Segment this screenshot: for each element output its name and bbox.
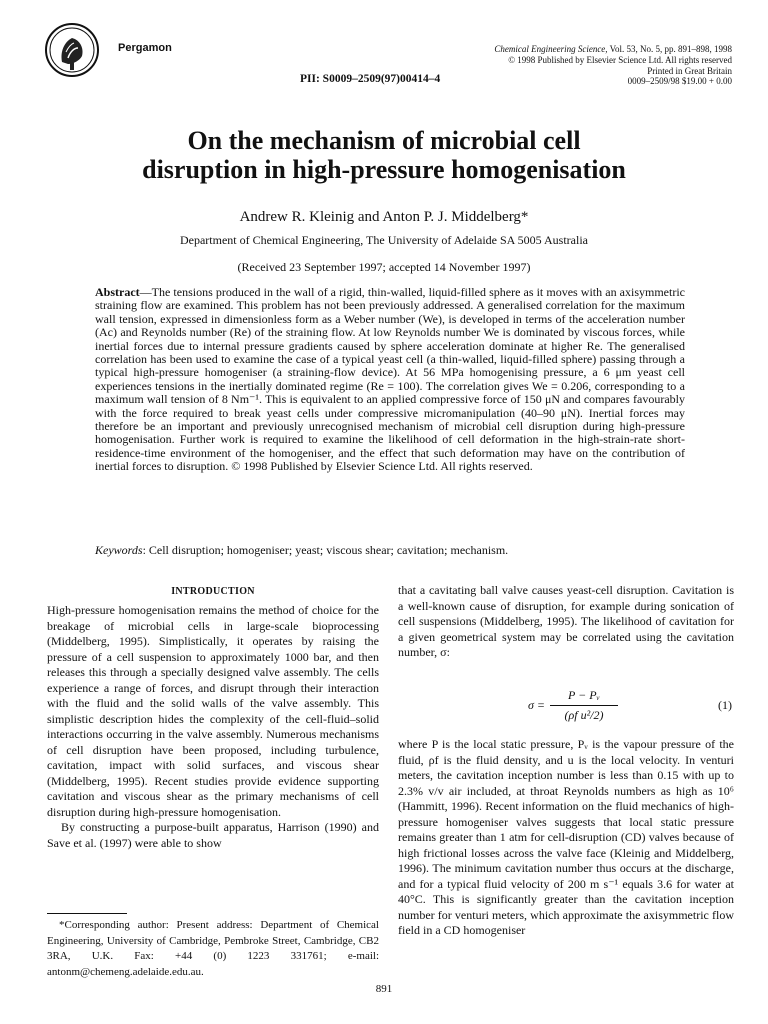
equation-1 [398,684,734,728]
equation-denominator: (ρf u²/2) [564,708,604,722]
authors: Andrew R. Kleinig and Anton P. J. Middelberg* [239,209,529,225]
equation-numerator: P − Pᵥ [550,688,618,706]
pii-identifier: PII: S0009–2509(97)00414–4 [300,73,441,85]
equation-number: (1) [718,698,732,712]
right-column-lower [398,737,734,939]
section-heading: INTRODUCTION [171,586,255,597]
elsevier-tree-logo-icon [44,22,100,78]
journal-volume: Vol. 53, No. 5, pp. 891–898, 1998 [607,44,732,54]
right-column-upper [398,583,734,661]
publisher-name: Pergamon [118,42,172,54]
left-column [47,603,379,851]
footnote-divider [47,913,127,914]
printed-line: Printed in Great Britain [647,65,732,76]
paragraph: High-pressure homogenisation remains the method of choice for the breakage of microbial cells in large-scale bioprocessing (Middelberg, 1995). Simplistically, it operates by raising the pressure of a cell suspension to approximately 1000 bar, and then releases this through a specially designed valve assembly. The cells experience a range of forces, and disrupt through their interaction with the fluid and the solid walls of the valve assembly. This simplistic description hides the complexity of the cell-fluid–solid interactions occurring in the valve assembly. Numerous mechanisms of cell disruption have been proposed, including turbulence, cavitation, impact with solid surfaces, and viscous shear (Middelberg, 1995). Recent studies provide evidence supporting cavitation and viscous shear as the primary mechanisms of cell disruption during high-pressure homogenisation. [47,603,379,819]
equation-lhs: σ = [528,698,546,712]
price-line: 0009–2509/98 $19.00 + 0.00 [627,76,732,87]
article-title [0,126,768,184]
abstract-label: Abstract [95,285,140,299]
page-number: 891 [375,983,393,995]
equation-fraction [550,688,618,723]
keywords-text: : Cell disruption; homogeniser; yeast; viscous shear; cavitation; mechanism. [142,543,509,557]
abstract [95,286,685,474]
paragraph: that a cavitating ball valve causes yeast-cell disruption. Cavitation is a well-known cause of disruption, for example during sonication of cell suspensions (Middelberg, 1995). The likelihood of cavitation for a given geometrical system may be correlated using the cavitation number, σ: [398,583,734,659]
keywords-label: Keywords [95,543,143,557]
keywords [95,543,685,558]
paragraph: By constructing a purpose-built apparatus, Harrison (1990) and Save et al. (1997) were able to show [47,820,379,850]
publisher-logo [44,22,100,78]
copyright-line: © 1998 Published by Elsevier Science Ltd. All rights reserved [508,54,732,65]
paragraph: where P is the local static pressure, Pᵥ is the vapour pressure of the fluid, ρf is the fluid density, and u is the local velocity. In venturi meters, the cavitation inception number is less than 0.15 with up to 2.3% v/v air included, at throat Reynolds numbers as high as 10⁶ (Hammitt, 1996). Recent information on the fluid mechanics of high-pressure homogeniser valves suggests that local static pressure remains greater than 1 atm for cell-disruption (CD) valves because of high frictional losses across the valve face (Kleinig and Middelberg, 1996). The minimum cavitation number thus occurs at the discharge, and for a typical fluid velocity of 200 m s⁻¹ equals 3.6 for water at 40°C. This is significantly greater than the cavitation inception number for venturi meters, which approximate the axisymmetric flow field in a CD homogeniser [398,737,734,937]
journal-info [402,44,732,87]
title-line-1: On the mechanism of microbial cell [187,126,581,155]
journal-citation [402,44,732,55]
footnote: *Corresponding author: Present address: Department of Chemical Engineering, University of Cambridge, Pembroke Street, Cambridge, CB2 3RA, U.K. Fax: +44 (0) 1223 331761; e-mail: antonm@chemeng.adelaide.edu.au. [47,919,379,978]
abstract-text: —The tensions produced in the wall of a rigid, thin-walled, liquid-filled sphere as it moves with an axisymmetric straining flow are examined. This problem has not been previously addressed. A generalised correlation for the maximum wall tension, expressed in dimensionless form as a Weber number (We), is developed in terms of the acceleration number (Ac) and Reynolds number (Re) of the straining flow. At low Reynolds number We is dominated by viscous forces, while inertial forces due to internal pressure gradients caused by sphere acceleration dominate at higher Re. The generalised correlation has been used to examine the case of a typical yeast cell (a thin-walled, liquid-filled sphere) passing through a typical high-pressure homogeniser (a straining-flow device). At 56 MPa homogenising pressure, a 6 μm yeast cell experiences tensions in the inertially dominated regime (Re = 100). The correlation gives We = 0.206, corresponding to a maximum wall tension of 8 Nm⁻¹. This is equivalent to an applied compressive force of 150 μN and compares favourably with the force required to break yeast cells under compressive micromanipulation (40–90 μN). Inertial forces may therefore be an important and previously unrecognised mechanism of microbial cell disruption during high-pressure homogenisation. Further work is required to examine the likelihood of cell deformation in the high-strain-rate short-residence-time environment of the homogeniser, and the effect that such deformation may have on the contribution of inertial forces to disruption. © 1998 Published by Elsevier Science Ltd. All rights reserved. [95,285,685,474]
affiliation: Department of Chemical Engineering, The University of Adelaide SA 5005 Australia [179,233,589,247]
title-line-2: disruption in high-pressure homogenisation [142,155,626,184]
received-dates: (Received 23 September 1997; accepted 14 November 1997) [237,260,531,274]
journal-name: Chemical Engineering Science, [494,44,608,54]
